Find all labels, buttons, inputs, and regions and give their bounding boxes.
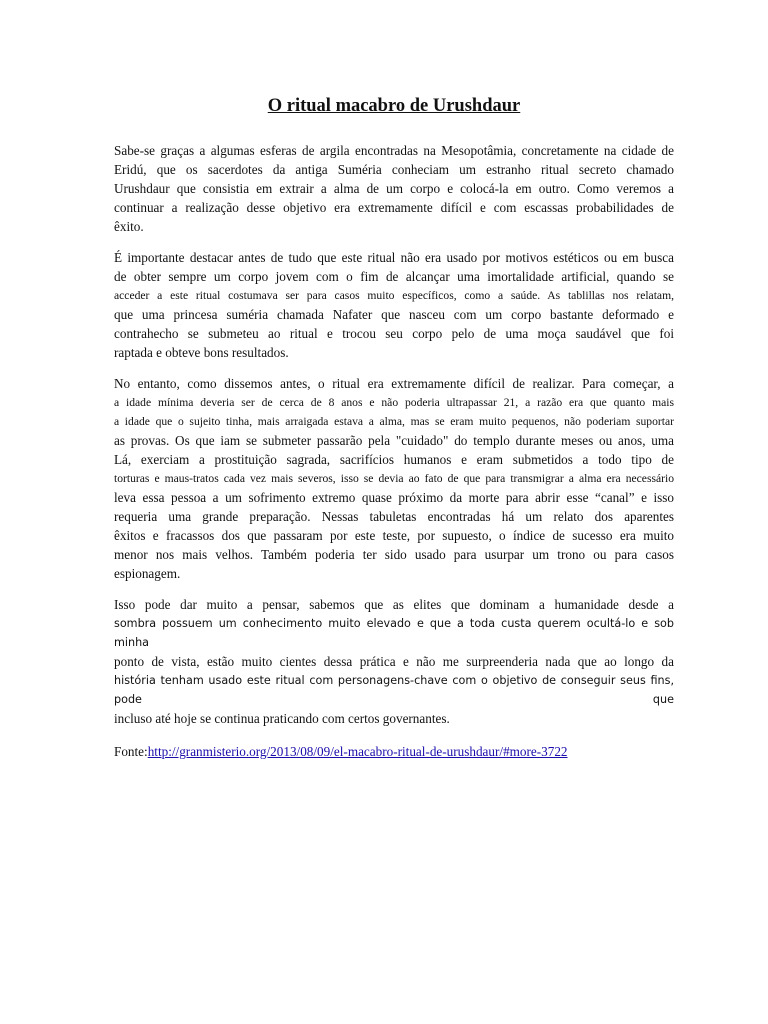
paragraph-line: leva essa pessoa a um sofrimento extremo quase próximo da morte para abrir esse “canal” e isso bbox=[114, 490, 674, 505]
paragraph-line: as provas. Os que iam se submeter passarão pela "cuidado" do templo durante meses ou anos, uma bbox=[114, 433, 674, 448]
paragraph-line: que uma princesa suméria chamada Nafater que nasceu com um corpo bastante deformado e bbox=[114, 307, 674, 322]
paragraph-4 bbox=[114, 595, 674, 728]
paragraph-line: de obter sempre um corpo jovem com o fim de alcançar uma imortalidade artificial, quando se bbox=[114, 269, 674, 284]
document-page bbox=[114, 94, 674, 761]
paragraph-line: raptada e obteve bons resultados. bbox=[114, 345, 289, 360]
paragraph-line: história tenham usado este ritual com personagens-chave com o objetivo de conseguir seus fins, pode que bbox=[114, 674, 674, 706]
paragraph-2 bbox=[114, 248, 674, 362]
paragraph-line: acceder a este ritual costumava ser para casos muito específicos, como a saúde. As tablillas nos relatam, bbox=[114, 289, 674, 302]
paragraph-line: espionagem. bbox=[114, 566, 181, 581]
paragraph-line: êxitos e fracassos dos que passaram por este teste, por supuesto, o índice de sucesso era muito bbox=[114, 528, 674, 543]
paragraph-line: ponto de vista, estão muito cientes dessa prática e não me surpreenderia nada que ao longo da bbox=[114, 654, 674, 669]
paragraph-line: Urushdaur que consistia em extrair a alma de um corpo e colocá-la em outro. Como veremos a bbox=[114, 181, 674, 196]
paragraph-line: É importante destacar antes de tudo que este ritual não era usado por motivos estéticos ou em busca bbox=[114, 250, 674, 265]
paragraph-line: No entanto, como dissemos antes, o ritual era extremamente difícil de realizar. Para começar, a bbox=[114, 376, 674, 391]
paragraph-line: êxito. bbox=[114, 219, 144, 234]
paragraph-line: a idade que o sujeito tinha, mais arraigada estava a alma, mas se eram muito pequenos, não poderiam suportar bbox=[114, 415, 674, 428]
paragraph-line: incluso até hoje se continua praticando com certos governantes. bbox=[114, 711, 450, 726]
paragraph-line: menor nos mais velhos. Também poderia ter sido usado para usurpar um trono ou para casos bbox=[114, 547, 674, 562]
paragraph-line: Eridú, que os sacerdotes da antiga Suméria conheciam um estranho ritual secreto chamado bbox=[114, 162, 674, 177]
paragraph-line: sombra possuem um conhecimento muito elevado e que a toda custa querem ocultá-lo e sob minha bbox=[114, 617, 674, 649]
paragraph-line: torturas e maus-tratos cada vez mais severos, isso se devia ao fato de que para transmigrar a alma era necessário bbox=[114, 472, 674, 485]
paragraph-line: a idade mínima deveria ser de cerca de 8 anos e não poderia ultrapassar 21, a razão era que quanto mais bbox=[114, 396, 674, 409]
paragraph-line: contrahecho se submeteu ao ritual e trocou seu corpo pelo de uma moça saudável que foi bbox=[114, 326, 674, 341]
paragraph-line: requeria uma grande preparação. Nessas tabuletas encontradas há um relato dos aparentes bbox=[114, 509, 674, 524]
paragraph-line: Isso pode dar muito a pensar, sabemos que as elites que dominam a humanidade desde a bbox=[114, 597, 674, 612]
paragraph-line: Sabe-se graças a algumas esferas de argila encontradas na Mesopotâmia, concretamente na cidade de bbox=[114, 143, 674, 158]
paragraph-3 bbox=[114, 374, 674, 583]
document-title: O ritual macabro de Urushdaur bbox=[267, 96, 521, 116]
source-link[interactable]: http://granmisterio.org/2013/08/09/el-macabro-ritual-de-urushdaur/#more-3722 bbox=[147, 744, 568, 759]
paragraph-1 bbox=[114, 141, 674, 236]
paragraph-line: continuar a realização desse objetivo era extremamente difícil e com escassas probabilidades de bbox=[114, 200, 674, 215]
source-line bbox=[114, 742, 674, 761]
paragraph-line: Lá, exerciam a prostituição sagrada, sacrifícios humanos e eram submetidos a todo tipo de bbox=[114, 452, 674, 467]
source-label: Fonte: bbox=[114, 744, 148, 759]
